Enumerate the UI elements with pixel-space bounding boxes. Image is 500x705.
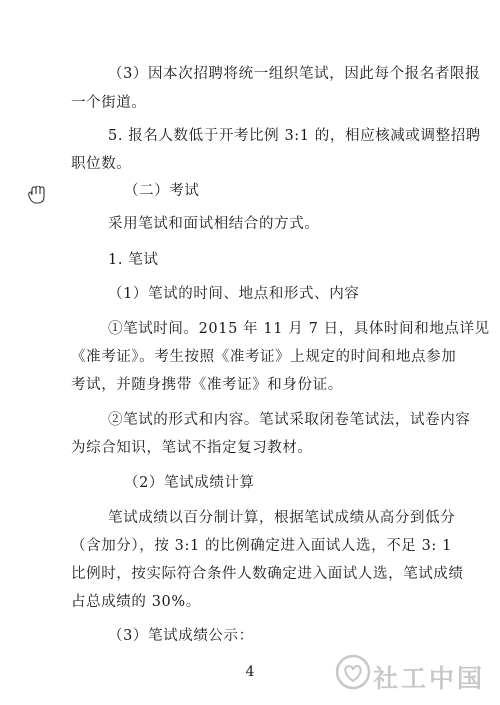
text-line: （含加分），按 3:1 的比例确定进入面试人选，不足 3: 1 (71, 538, 452, 554)
text-line: 5. 报名人数低于开考比例 3:1 的，相应核减或调整招聘 (108, 128, 481, 144)
subheading: 1. 笔试 (108, 252, 159, 268)
text-line: （3）因本次招聘将统一组织笔试，因此每个报名者限报 (108, 66, 481, 82)
section-heading: （二）考试 (124, 183, 200, 199)
text-line: ①笔试时间。2015 年 11 月 7 日，具体时间和地点详见 (108, 321, 490, 337)
text-line: 《准考证》。考生按照《准考证》上规定的时间和地点参加 (71, 349, 457, 365)
subheading: （1）笔试的时间、地点和形式、内容 (108, 286, 360, 302)
text-line: 占总成绩的 30%。 (71, 594, 201, 610)
text-line: 职位数。 (71, 156, 132, 172)
text-line: 一个街道。 (71, 95, 147, 111)
text-line: 为综合知识，笔试不指定复习教材。 (71, 440, 313, 456)
subheading: （2）笔试成绩计算 (124, 475, 255, 491)
text-line: 采用笔试和面试相结合的方式。 (108, 216, 320, 232)
heart-logo-icon (335, 651, 371, 693)
text-line: ②笔试的形式和内容。笔试采取闭卷笔试法，试卷内容 (108, 412, 471, 428)
text-line: 笔试成绩以百分制计算，根据笔试成绩从高分到低分 (108, 510, 456, 526)
subheading: （3）笔试成绩公示： (108, 628, 254, 644)
page-number: 4 (245, 664, 255, 680)
text-line: 考试，并随身携带《准考证》和身份证。 (71, 377, 343, 393)
watermark-logo (335, 651, 490, 697)
text-line: 比例时，按实际符合条件人数确定进入面试人选，笔试成绩 (71, 566, 464, 582)
watermark-text: 社工中国 (373, 664, 486, 693)
hand-cursor-icon (26, 186, 48, 204)
